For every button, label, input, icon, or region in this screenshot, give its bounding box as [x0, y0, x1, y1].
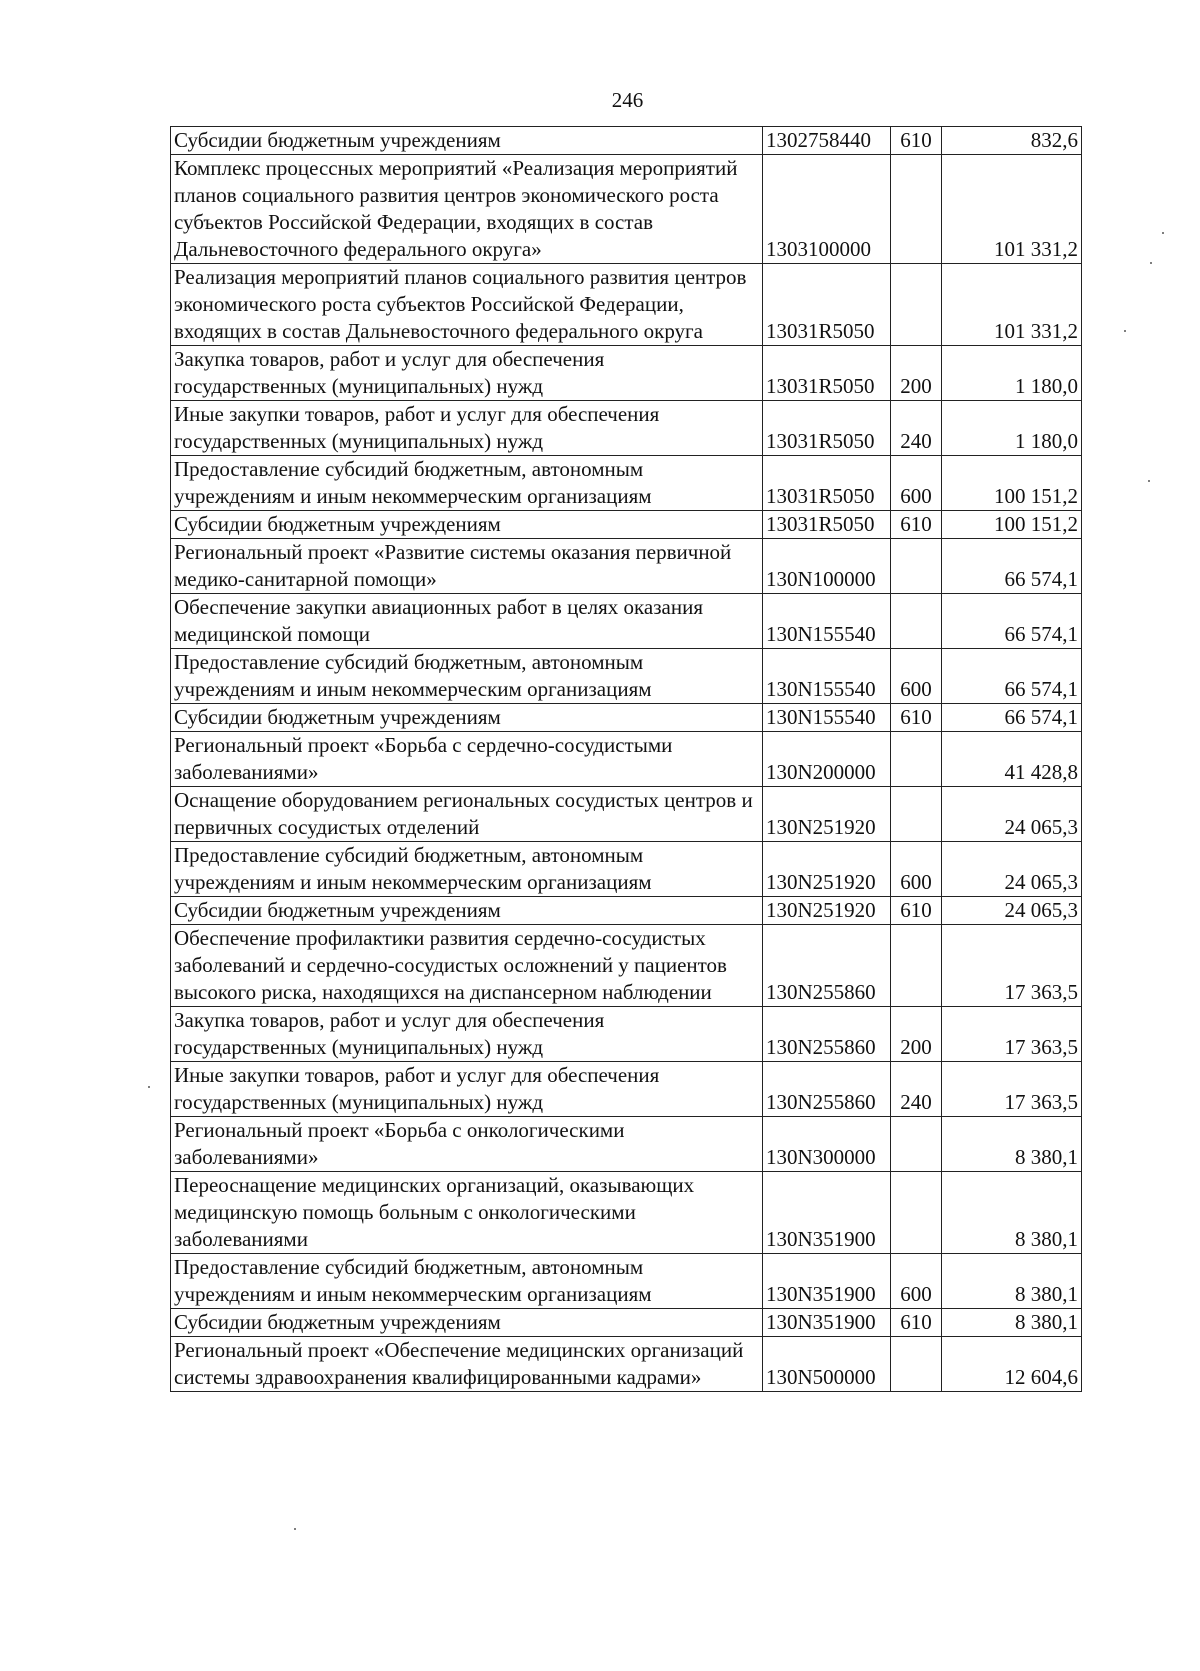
scan-speck [1124, 330, 1126, 332]
row-name-cell: Комплекс процессных мероприятий «Реализация мероприятий планов социального развития центров экономического роста субъектов Российской Федерации, входящих в состав Дальневосточного федерального округа» [171, 155, 763, 264]
row-type-cell: 240 [891, 1062, 942, 1117]
row-type-cell: 610 [891, 511, 942, 539]
table-row [171, 787, 1082, 842]
row-amount-cell: 832,6 [942, 127, 1082, 155]
row-amount-cell: 66 574,1 [942, 649, 1082, 704]
row-code-cell: 13031R5050 [763, 401, 891, 456]
row-name-cell: Субсидии бюджетным учреждениям [171, 704, 763, 732]
table-row [171, 127, 1082, 155]
table-row [171, 842, 1082, 897]
table-row [171, 346, 1082, 401]
row-name-cell: Субсидии бюджетным учреждениям [171, 127, 763, 155]
row-amount-cell: 100 151,2 [942, 456, 1082, 511]
table-row [171, 539, 1082, 594]
row-type-cell [891, 594, 942, 649]
row-name-cell: Субсидии бюджетным учреждениям [171, 511, 763, 539]
table-row [171, 897, 1082, 925]
row-name-cell: Обеспечение профилактики развития сердечно-сосудистых заболеваний и сердечно-сосудистых осложнений у пациентов высокого риска, находящихся на диспансерном наблюдении [171, 925, 763, 1007]
row-name-cell: Переоснащение медицинских организаций, оказывающих медицинскую помощь больным с онкологическими заболеваниями [171, 1172, 763, 1254]
table-row [171, 264, 1082, 346]
row-amount-cell: 101 331,2 [942, 155, 1082, 264]
row-code-cell: 130N100000 [763, 539, 891, 594]
row-code-cell: 13031R5050 [763, 456, 891, 511]
row-amount-cell: 24 065,3 [942, 842, 1082, 897]
row-name-cell: Закупка товаров, работ и услуг для обеспечения государственных (муниципальных) нужд [171, 346, 763, 401]
row-name-cell: Субсидии бюджетным учреждениям [171, 897, 763, 925]
table-row [171, 1337, 1082, 1392]
row-amount-cell: 8 380,1 [942, 1309, 1082, 1337]
row-code-cell: 13031R5050 [763, 264, 891, 346]
row-code-cell: 130N251920 [763, 842, 891, 897]
row-code-cell: 130N251920 [763, 897, 891, 925]
table-row [171, 1062, 1082, 1117]
table-row [171, 511, 1082, 539]
table-row [171, 649, 1082, 704]
row-type-cell [891, 155, 942, 264]
row-type-cell: 610 [891, 1309, 942, 1337]
row-name-cell: Субсидии бюджетным учреждениям [171, 1309, 763, 1337]
row-amount-cell: 24 065,3 [942, 787, 1082, 842]
row-amount-cell: 1 180,0 [942, 401, 1082, 456]
row-name-cell: Закупка товаров, работ и услуг для обеспечения государственных (муниципальных) нужд [171, 1007, 763, 1062]
row-amount-cell: 24 065,3 [942, 897, 1082, 925]
row-name-cell: Предоставление субсидий бюджетным, автономным учреждениям и иным некоммерческим организациям [171, 649, 763, 704]
row-code-cell: 130N251920 [763, 787, 891, 842]
table-row [171, 456, 1082, 511]
table-row [171, 1254, 1082, 1309]
row-amount-cell: 8 380,1 [942, 1172, 1082, 1254]
table-row [171, 1309, 1082, 1337]
row-name-cell: Региональный проект «Обеспечение медицинских организаций системы здравоохранения квалифицированными кадрами» [171, 1337, 763, 1392]
row-code-cell: 130N351900 [763, 1172, 891, 1254]
row-name-cell: Региональный проект «Развитие системы оказания первичной медико-санитарной помощи» [171, 539, 763, 594]
row-name-cell: Региональный проект «Борьба с сердечно-сосудистыми заболеваниями» [171, 732, 763, 787]
row-name-cell: Предоставление субсидий бюджетным, автономным учреждениям и иным некоммерческим организациям [171, 1254, 763, 1309]
row-amount-cell: 17 363,5 [942, 1007, 1082, 1062]
row-type-cell: 600 [891, 1254, 942, 1309]
row-type-cell: 200 [891, 1007, 942, 1062]
row-code-cell: 130N200000 [763, 732, 891, 787]
row-type-cell [891, 1337, 942, 1392]
row-code-cell: 130N351900 [763, 1309, 891, 1337]
row-type-cell: 610 [891, 127, 942, 155]
scan-speck [1150, 262, 1152, 264]
row-amount-cell: 100 151,2 [942, 511, 1082, 539]
row-name-cell: Иные закупки товаров, работ и услуг для обеспечения государственных (муниципальных) нужд [171, 1062, 763, 1117]
page-number: 246 [611, 88, 644, 112]
row-type-cell: 610 [891, 897, 942, 925]
budget-table-body [171, 127, 1082, 1392]
row-type-cell: 600 [891, 456, 942, 511]
row-amount-cell: 17 363,5 [942, 925, 1082, 1007]
scan-speck [148, 1086, 150, 1088]
row-amount-cell: 66 574,1 [942, 594, 1082, 649]
row-amount-cell: 101 331,2 [942, 264, 1082, 346]
table-row [171, 1117, 1082, 1172]
table-row [171, 704, 1082, 732]
row-type-cell [891, 1172, 942, 1254]
row-code-cell: 1303100000 [763, 155, 891, 264]
scan-speck [1148, 480, 1150, 482]
row-type-cell: 600 [891, 649, 942, 704]
table-row [171, 401, 1082, 456]
table-row [171, 1172, 1082, 1254]
row-code-cell: 130N155540 [763, 649, 891, 704]
row-code-cell: 130N300000 [763, 1117, 891, 1172]
row-name-cell: Обеспечение закупки авиационных работ в целях оказания медицинской помощи [171, 594, 763, 649]
row-name-cell: Региональный проект «Борьба с онкологическими заболеваниями» [171, 1117, 763, 1172]
row-type-cell [891, 1117, 942, 1172]
row-code-cell: 13031R5050 [763, 346, 891, 401]
scan-speck [1162, 232, 1164, 234]
row-name-cell: Предоставление субсидий бюджетным, автономным учреждениям и иным некоммерческим организациям [171, 842, 763, 897]
row-type-cell: 200 [891, 346, 942, 401]
row-type-cell [891, 925, 942, 1007]
row-name-cell: Предоставление субсидий бюджетным, автономным учреждениям и иным некоммерческим организациям [171, 456, 763, 511]
row-code-cell: 130N255860 [763, 1007, 891, 1062]
row-code-cell: 130N255860 [763, 925, 891, 1007]
row-code-cell: 130N351900 [763, 1254, 891, 1309]
table-row [171, 155, 1082, 264]
row-code-cell: 130N155540 [763, 704, 891, 732]
row-type-cell [891, 539, 942, 594]
row-amount-cell: 12 604,6 [942, 1337, 1082, 1392]
row-amount-cell: 17 363,5 [942, 1062, 1082, 1117]
table-row [171, 925, 1082, 1007]
row-code-cell: 130N255860 [763, 1062, 891, 1117]
row-type-cell [891, 264, 942, 346]
row-name-cell: Иные закупки товаров, работ и услуг для обеспечения государственных (муниципальных) нужд [171, 401, 763, 456]
row-code-cell: 130N155540 [763, 594, 891, 649]
row-code-cell: 13031R5050 [763, 511, 891, 539]
table-row [171, 1007, 1082, 1062]
row-name-cell: Реализация мероприятий планов социального развития центров экономического роста субъектов Российской Федерации, входящих в состав Дальневосточного федерального округа [171, 264, 763, 346]
row-amount-cell: 66 574,1 [942, 704, 1082, 732]
row-type-cell [891, 732, 942, 787]
budget-table [170, 126, 1082, 1392]
row-type-cell: 610 [891, 704, 942, 732]
row-amount-cell: 8 380,1 [942, 1117, 1082, 1172]
row-type-cell [891, 787, 942, 842]
row-amount-cell: 66 574,1 [942, 539, 1082, 594]
scan-speck [294, 1528, 296, 1530]
row-code-cell: 130N500000 [763, 1337, 891, 1392]
row-type-cell: 600 [891, 842, 942, 897]
row-amount-cell: 1 180,0 [942, 346, 1082, 401]
table-row [171, 732, 1082, 787]
row-amount-cell: 41 428,8 [942, 732, 1082, 787]
row-code-cell: 1302758440 [763, 127, 891, 155]
table-row [171, 594, 1082, 649]
row-type-cell: 240 [891, 401, 942, 456]
row-amount-cell: 8 380,1 [942, 1254, 1082, 1309]
row-name-cell: Оснащение оборудованием региональных сосудистых центров и первичных сосудистых отделений [171, 787, 763, 842]
